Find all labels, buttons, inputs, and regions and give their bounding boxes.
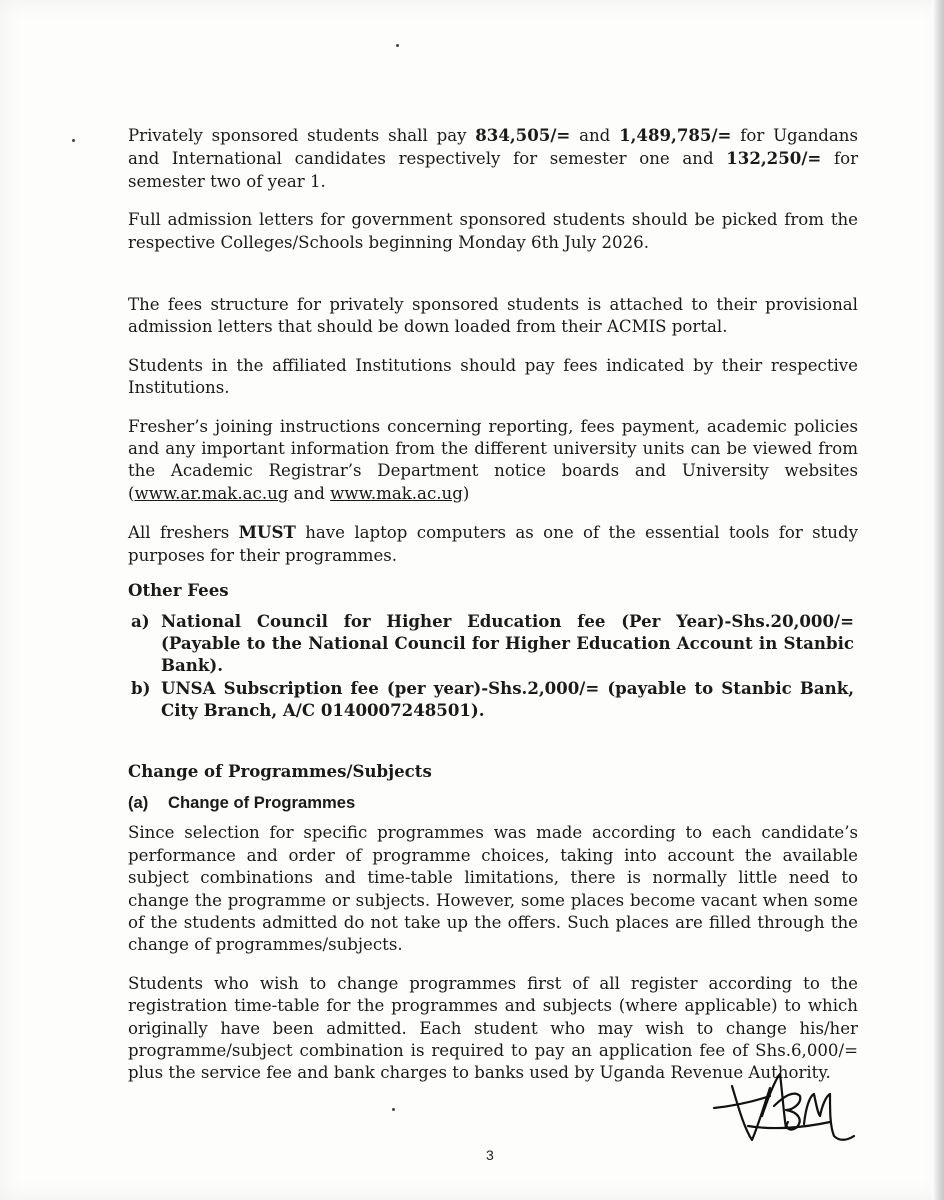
paragraph-admission-letters: Full admission letters for government sponsored students should be picked from the respective Colleges/Schools beginning Monday 6th July 2026. <box>128 210 858 252</box>
paragraph-selection: Since selection for specific programmes was made according to each candidate’s performance and order of programme choices, taking into account the available subject combinations and time-table limitations, there is normally little need to change the programme or subjects. However, some places become vacant when some of the students admitted do not take up the offers. Such places are filled through the change of programmes/subjects. <box>128 823 858 955</box>
text-run: ) <box>462 483 470 503</box>
scan-edge <box>932 0 944 1200</box>
paragraph-fees-structure: The fees structure for privately sponsored students is attached to their provisional admission letters that should be down loaded from their ACMIS portal. <box>128 295 858 337</box>
list-marker: b) <box>131 677 151 698</box>
paragraph-private-fees <box>128 124 858 193</box>
paragraph-change-procedure: Students who wish to change programmes first of all register according to the registration time-table for the programmes and subjects (where applicable) to which originally have been admitted. Each student who may wish to change his/her programme/subject combination is required to pay an application fee of Shs.6,000/= plus the service fee and bank charges to banks used by Uganda Revenue Authority. <box>128 973 858 1083</box>
subheading-text: Change of Programmes <box>168 792 356 812</box>
amount-semester-two: 132,250/= <box>726 148 822 169</box>
fee-unsa-subscription: UNSA Subscription fee (per year)-Shs.2,000/= (payable to Stanbic Bank, City Branch, A/C 0140007248501). <box>161 677 854 721</box>
paragraph-affiliated-institutions: Students in the affiliated Institutions should pay fees indicated by their respective Institutions. <box>128 355 858 398</box>
text-run: Fresher’s joining instructions concerning reporting, fees payment, academic policies and any important information from the different university units can be viewed from the Academic Registrar’s Department notice boards and University websites ( <box>128 416 858 503</box>
page-number: 3 <box>486 1147 494 1163</box>
text-run: Privately sponsored students shall pay <box>128 126 476 145</box>
list-marker: a) <box>131 610 150 631</box>
scan-speck <box>396 44 399 47</box>
paragraph-joining-instructions <box>128 416 858 506</box>
text-run: and <box>288 483 331 503</box>
text-run: have laptop computers as one of the essential tools for study purposes for their programmes. <box>128 523 858 565</box>
text-run: All freshers <box>128 523 239 543</box>
list-item <box>131 677 858 722</box>
text-run: for semester two of year 1. <box>128 149 859 191</box>
subheading-marker: (a) <box>128 792 149 812</box>
paragraph-laptops <box>128 521 858 567</box>
link-ar-website[interactable]: www.ar.mak.ac.ug <box>134 483 289 503</box>
text-run: for Ugandans and International candidates respectively for semester one and <box>128 126 858 169</box>
list-item <box>131 610 858 677</box>
amount-ugandans: 834,505/= <box>475 125 571 145</box>
emphasis-must: MUST <box>238 522 296 543</box>
subheading-change-programmes <box>128 792 858 814</box>
amount-international: 1,489,785/= <box>619 125 732 145</box>
heading-change-programmes-subjects: Change of Programmes/Subjects <box>128 760 432 781</box>
scan-speck <box>72 139 75 142</box>
other-fees-list <box>128 610 858 722</box>
scan-speck <box>392 1108 395 1111</box>
heading-other-fees: Other Fees <box>128 580 229 601</box>
link-mak-website[interactable]: www.mak.ac.ug <box>330 483 463 503</box>
fee-ncheducation: National Council for Higher Education fee (Per Year)-Shs.20,000/= (Payable to the National Council for Higher Education Account in Stanbic Bank). <box>161 610 854 676</box>
document-body <box>128 124 858 1085</box>
handwritten-signature <box>712 1066 862 1156</box>
text-run: and <box>570 126 620 145</box>
